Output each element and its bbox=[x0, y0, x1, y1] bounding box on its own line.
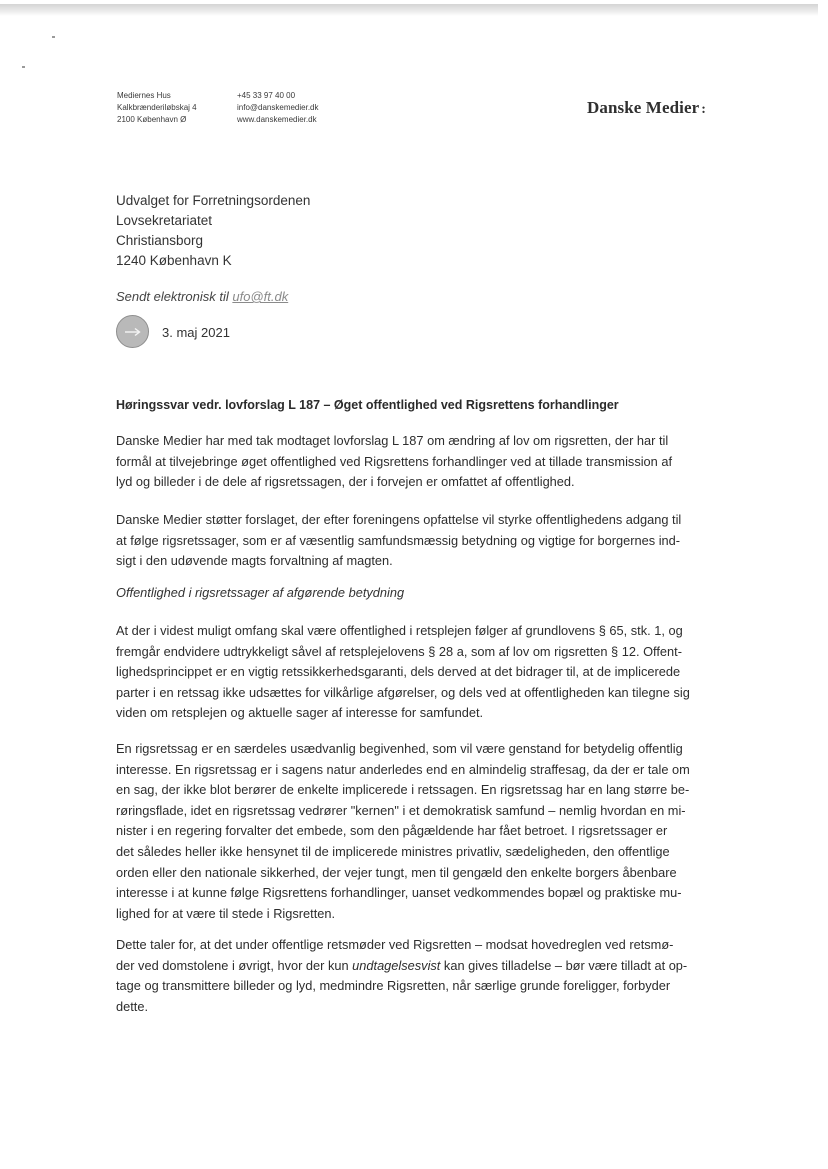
paragraph-line: parter i en retssag ikke udsættes for vilkårlige afgørelser, og dels ved at offentligheden kan tilegne sig bbox=[116, 684, 690, 700]
paragraph-line: fremgår endvidere udtrykkeligt såvel af retsplejelovens § 28 a, som af lov om rigsretten § 12. Offent- bbox=[116, 643, 682, 659]
paragraph-line: At der i videst muligt omfang skal være offentlighed i retsplejen følger af grundlovens § 65, stk. 1, og bbox=[116, 623, 683, 638]
paragraph-line: orden eller den nationale sikkerhed, der vejer tungt, men til gengæld den enkelte borgers åbenbare bbox=[116, 864, 677, 880]
section-heading: Offentlighed i rigsretssager af afgørende betydning bbox=[116, 585, 405, 600]
paragraph-line: det således heller ikke hensynet til de implicerede ministres privatliv, sædeligheden, den offentlige bbox=[116, 843, 670, 859]
paragraph-line: Danske Medier støtter forslaget, der efter foreningens opfattelse vil styrke offentlighedens adgang til bbox=[116, 512, 682, 527]
letter-subject: Høringssvar vedr. lovforslag L 187 – Øget offentlighed ved Rigsrettens forhandlinger bbox=[116, 398, 619, 412]
paragraph-line: tage og transmittere billeder og lyd, medmindre Rigsretten, når særlige grunde foreligger, forbyder bbox=[116, 978, 671, 994]
paragraph-line: en sag, der ikke blot berører de enkelte implicerede i retssagen. En rigsretssag har en lang større be- bbox=[116, 782, 690, 798]
text-run: der ved domstolene i øvrigt, hvor der kun bbox=[116, 957, 353, 973]
paragraph-line: lighed for at være til stede i Rigsretten. bbox=[116, 905, 336, 921]
logo-text: Danske Medier bbox=[587, 98, 700, 117]
website-address: www.danskemedier.dk bbox=[237, 115, 317, 124]
paragraph-line: røringsflade, idet en rigsretssag vedrører "kernen" i et demokratisk samfund – nemlig hvordan en mi- bbox=[116, 802, 686, 818]
text-run: kan gives tilladelse – bør være tilladt at op- bbox=[440, 957, 688, 973]
paragraph-line: lighedsprincippet er en vigtig retssikkerhedsgaranti, dels derved at det bidrager til, at de implicerede bbox=[116, 664, 681, 680]
recipient-line: Lovsekretariatet bbox=[116, 213, 213, 228]
paragraph-line: lyd og billeder i de dele af rigsretssagen, der i forvejen er omfattet af offentlighed. bbox=[116, 474, 575, 490]
sender-line: Kalkbrænderiløbskaj 4 bbox=[117, 103, 197, 112]
paragraph-5 bbox=[116, 935, 708, 1017]
paragraph-line: Dette taler for, at det under offentlige retsmøder ved Rigsretten – modsat hovedreglen ved retsmø- bbox=[116, 937, 674, 952]
sender-contact bbox=[237, 90, 319, 126]
recipient-line: Christiansborg bbox=[116, 233, 204, 248]
sent-label: Sendt elektronisk til bbox=[116, 289, 229, 304]
sent-electronically-note bbox=[116, 289, 288, 304]
paragraph-1 bbox=[116, 431, 708, 493]
emphasized-word: undtagelsesvist bbox=[352, 957, 441, 973]
paragraph-line: nister i en regering forvalter det embede, som den pågældende har fået betroet. I rigsretssager er bbox=[116, 823, 668, 839]
recipient-line: 1240 København K bbox=[116, 253, 232, 268]
right-arrow-icon bbox=[116, 315, 149, 348]
email-address: info@danskemedier.dk bbox=[237, 103, 319, 112]
paragraph-2 bbox=[116, 510, 708, 572]
danske-medier-logo bbox=[587, 98, 706, 118]
recipient-address bbox=[116, 191, 310, 271]
paragraph-line: interesse i at kunne følge Rigsrettens forhandlinger, uanset vedkommendes bopæl og praktiske mu- bbox=[116, 885, 682, 901]
paragraph-line: formål at tilvejebringe øget offentlighed ved Rigsrettens forhandlinger ved at tillade transmission af bbox=[116, 453, 673, 469]
paragraph-line: dette. bbox=[116, 998, 149, 1014]
paragraph-line: viden om retsplejen og aktuelle sager af interesse for samfundet. bbox=[116, 705, 484, 721]
paragraph-line: interesse. En rigsretssag er i sagens natur anderledes end en almindelig straffesag, da der er tale om bbox=[116, 761, 690, 777]
recipient-line: Udvalget for Forretningsordenen bbox=[116, 193, 311, 208]
scan-speck bbox=[52, 36, 55, 38]
phone-number: +45 33 97 40 00 bbox=[237, 91, 296, 100]
paragraph-4 bbox=[116, 739, 708, 924]
paragraph-line: at følge rigsretssager, som er af væsentlig samfundsmæssig betydning og vigtige for borgernes ind- bbox=[116, 532, 681, 548]
scan-speck bbox=[22, 66, 25, 68]
paragraph-line bbox=[116, 956, 708, 977]
sender-line: Mediernes Hus bbox=[117, 91, 171, 100]
paragraph-3 bbox=[116, 621, 708, 724]
sender-address bbox=[117, 90, 197, 126]
paragraph-line: Danske Medier har med tak modtaget lovforslag L 187 om ændring af lov om rigsretten, der har til bbox=[116, 433, 669, 448]
paragraph-line: sigt i den udøvende magts forvaltning af magten. bbox=[116, 553, 393, 569]
arrow-glyph bbox=[124, 327, 142, 337]
scan-top-edge bbox=[0, 4, 818, 16]
paragraph-line: En rigsretssag er en særdeles usædvanlig begivenhed, som vil være genstand for betydelig offentlig bbox=[116, 741, 683, 756]
recipient-email-link[interactable]: ufo@ft.dk bbox=[232, 289, 289, 304]
sender-line: 2100 København Ø bbox=[117, 115, 187, 124]
letter-date: 3. maj 2021 bbox=[162, 325, 230, 340]
logo-mark: : bbox=[701, 102, 707, 117]
